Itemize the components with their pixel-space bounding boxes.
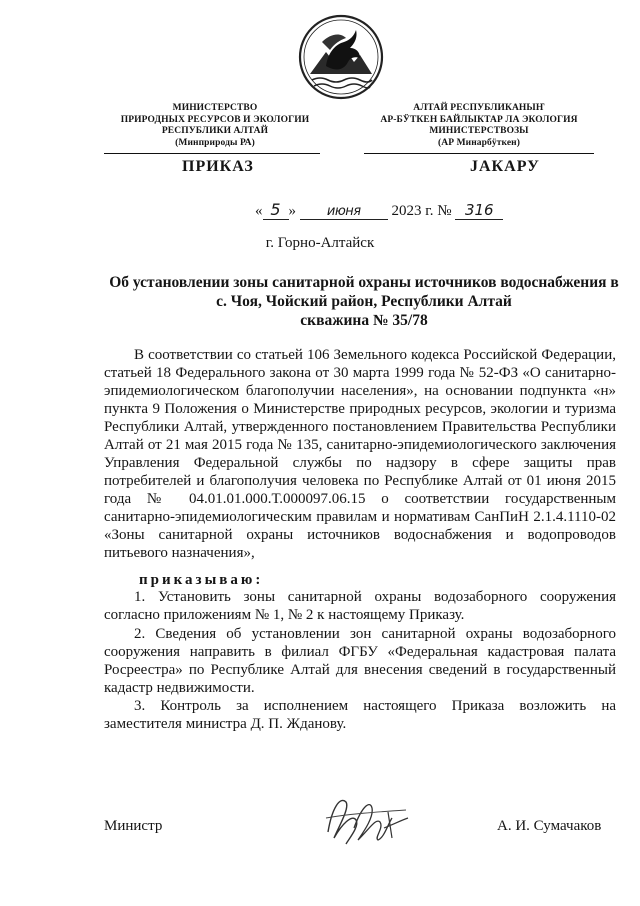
ministry-name-alt [364,103,594,149]
signatory-name: А. И. Сумачаков [497,818,602,834]
order-heading-ru: ПРИКАЗ [182,158,254,175]
date-day: 5 [263,200,289,220]
ministry-name-ru [110,103,320,149]
order-date-line [255,200,515,220]
order-number: 316 [455,201,503,220]
title-line: скважина № 35/78 [300,312,428,329]
order-item-3: 3. Контроль за исполнением настоящего Приказа возложить на заместителя министра Д. П. Жданову. [104,698,616,732]
date-open-quote: « [255,203,263,219]
date-close-quote: » [288,203,296,219]
city-line: г. Горно-Алтайск [265,235,375,251]
header-divider-right [364,153,594,154]
order-item-2: 2. Сведения об установлении зон санитарной охраны водозаборного сооружения направить в филиал ФГБУ «Федеральная кадастровая палата Росреестра» по Республике Алтай для внесения сведений в государственный кадастр недвижимости. [104,626,616,696]
document-title [104,273,624,330]
ministry-alt-line: АР-БӰТКЕН БАЙЛЫКТАР ЛА ЭКОЛОГИЯ [380,114,578,125]
ministry-alt-line: АЛТАЙ РЕСПУБЛИКАНЫҤ [413,103,545,113]
ministry-alt-line: МИНИСТЕРСТВОЗЫ [429,126,529,136]
preamble-paragraph: В соответствии со статьей 106 Земельного кодекса Российской Федерации, статьей 18 Федерального закона от 30 марта 1999 года № 52-ФЗ «О санитарно-эпидемиологическом благополучии населения», на основании подпункта «н» пункта 9 Положения о Министерстве природных ресурсов, экологии и туризма Республики Алтай, утвержденного постановлением Правительства Республики Алтай от 21 мая 2015 года № 135, санитарно-эпидемиологического заключения Управления Федеральной службы по надзору в сфере защиты прав потребителей и благополучия человека по Республике Алтай от 01 июня 2015 года № 04.01.01.000.Т.000097.06.15 о соответствии государственным санитарно-эпидемиологическим правилам и нормативам СанПиН 2.1.4.1110-02 «Зоны санитарной охраны источников водоснабжения и водопроводов питьевого назначения», [104,347,616,561]
order-item-1: 1. Установить зоны санитарной охраны водозаборного сооружения согласно приложениям № 1, № 2 к настоящему Приказу. [104,589,616,623]
header-divider-left [104,153,320,154]
date-month: июня [300,204,388,220]
ministry-ru-abbrev: (Минприроды РА) [175,137,255,148]
republic-emblem-icon [296,12,386,102]
order-heading-alt: JАКАРУ [470,158,540,175]
title-line: Об установлении зоны санитарной охраны источников водоснабжения в [109,274,619,291]
date-year-number-label: 2023 г. № [391,203,452,219]
ministry-ru-line: МИНИСТЕРСТВО [172,103,258,113]
orders-word: приказываю: [139,572,264,588]
ministry-alt-abbrev: (АР Минарбӱткен) [437,137,520,148]
handwritten-signature [318,788,414,852]
title-line: с. Чоя, Чойский район, Республики Алтай [216,293,512,310]
signatory-position: Министр [104,818,163,834]
ministry-ru-line: РЕСПУБЛИКИ АЛТАЙ [161,126,269,136]
ministry-ru-line: ПРИРОДНЫХ РЕСУРСОВ И ЭКОЛОГИИ [120,114,310,125]
